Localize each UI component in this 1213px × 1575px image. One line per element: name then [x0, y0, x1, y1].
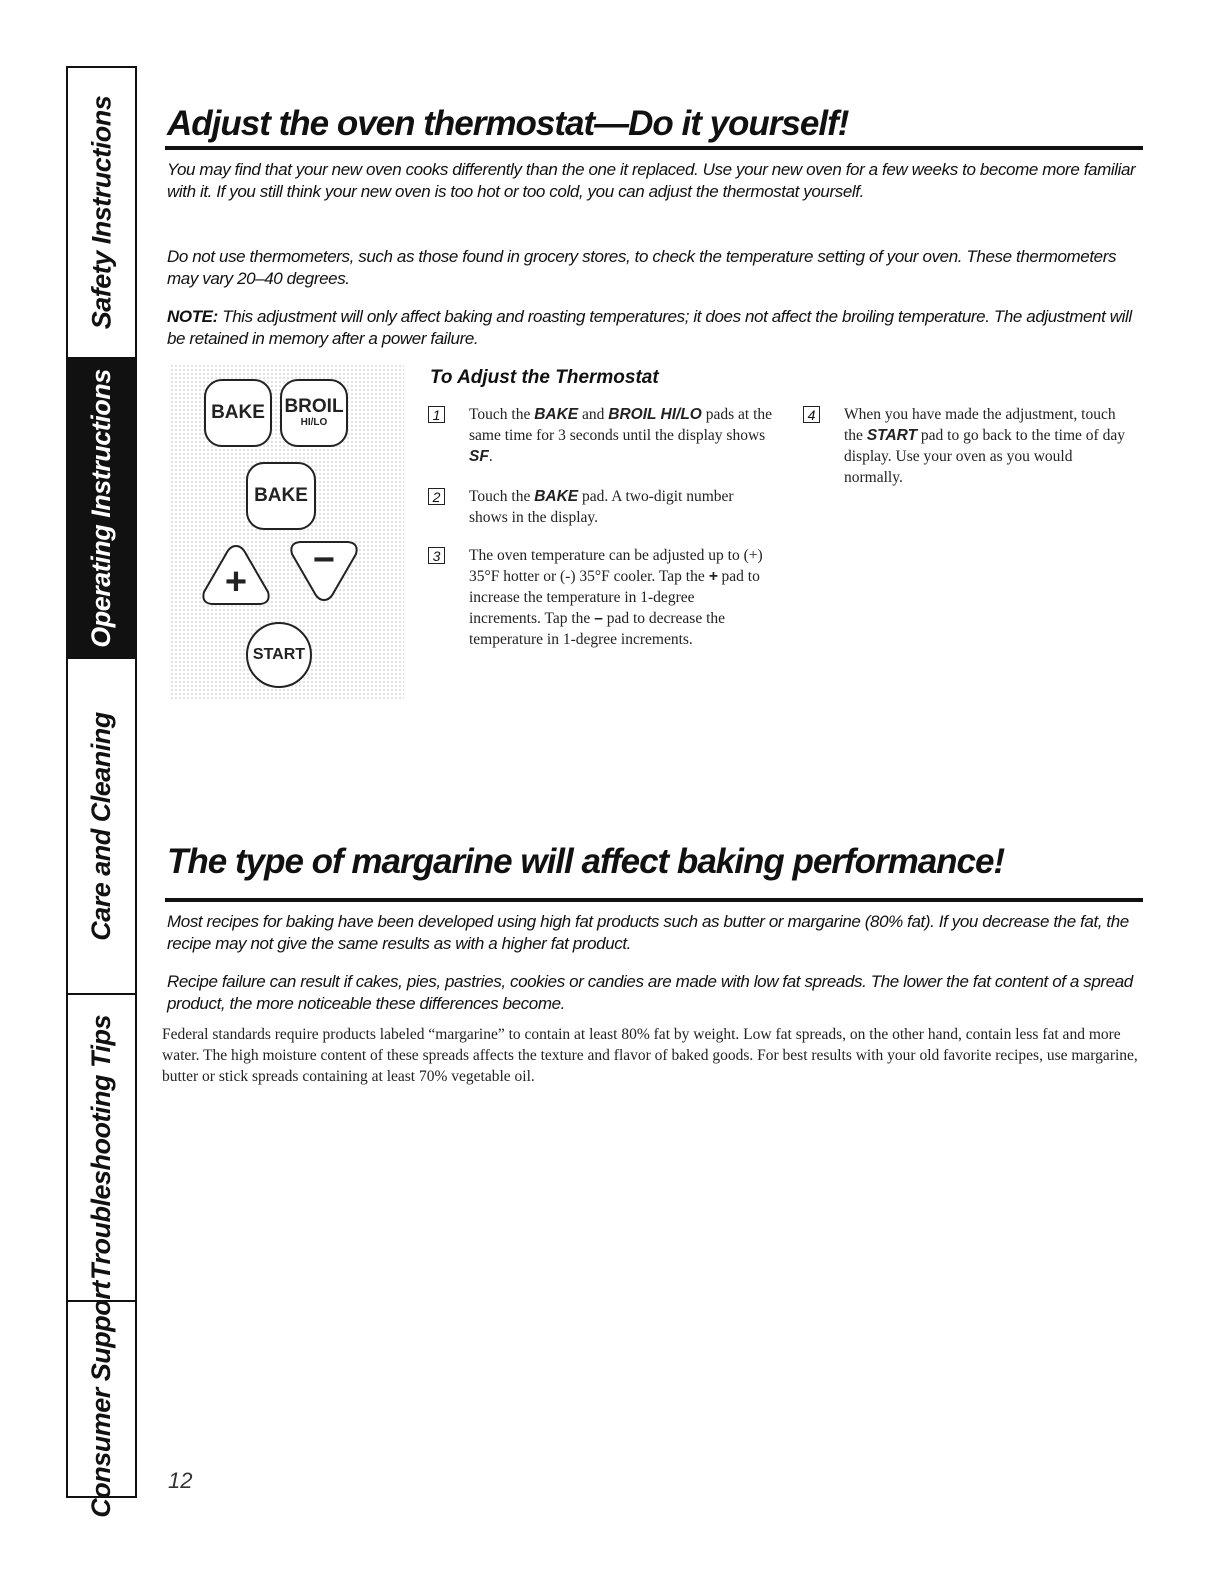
- step-1-number: 1: [428, 406, 445, 423]
- tab-label: Consumer Support: [86, 1280, 117, 1518]
- plus-triangle-icon: [198, 542, 274, 608]
- tab-label: Operating Instructions: [86, 368, 116, 648]
- tab-label: Care and Cleaning: [86, 711, 116, 941]
- margarine-paragraph-1: Most recipes for baking have been developed using high fat products such as butter or margarine (80% fat). If you decrease the fat, the recipe may not give the same results as with a higher fat product.: [167, 912, 1129, 953]
- note-text: This adjustment will only affect baking and roasting temperatures; it does not affect the broiling temperature. The adjustment will be retained in memory after a power failure.: [167, 307, 1132, 348]
- start-pad-label: START: [252, 646, 306, 663]
- broil-pad-sublabel: HI/LO: [300, 417, 328, 428]
- step-3-text: The oven temperature can be adjusted up to (+) 35°F hotter or (-) 35°F cooler. Tap the + pad to increase the temperature in 1-degree increments. Tap the – pad to decrease the temperature in 1-degree increments.: [469, 547, 763, 648]
- section-tabs-sidebar: [66, 66, 137, 1518]
- minus-triangle-icon: [286, 538, 362, 604]
- intro-paragraph-2: Do not use thermometers, such as those found in grocery stores, to check the temperature setting of your oven. These thermometers may vary 20–40 degrees.: [167, 247, 1117, 288]
- step-1-text: Touch the BAKE and BROIL HI/LO pads at the same time for 3 seconds until the display shows SF.: [469, 406, 773, 465]
- steps-heading: To Adjust the Thermostat: [430, 367, 659, 388]
- intro-paragraph-1: You may find that your new oven cooks differently than the one it replaced. Use your new oven for a few weeks to become more familiar with it. If you still think your new oven is too hot or too cold, you can adjust the thermostat yourself.: [167, 160, 1136, 201]
- tab-safety-instructions[interactable]: [68, 68, 135, 357]
- page-number: 12: [168, 1468, 193, 1493]
- title-rule-2: [165, 898, 1143, 902]
- step-2-text: Touch the BAKE pad. A two-digit number shows in the display.: [469, 488, 734, 526]
- control-panel-figure: [170, 364, 404, 700]
- bake-pad: [204, 379, 272, 447]
- section-title-thermostat: Adjust the oven thermostat—Do it yourself!: [167, 104, 849, 143]
- note-label: NOTE:: [167, 307, 218, 326]
- broil-pad-label: BROIL: [284, 396, 344, 417]
- start-pad: [246, 622, 312, 688]
- plus-pad-label: +: [224, 561, 248, 603]
- title-rule: [165, 146, 1143, 150]
- bake-pad-label: BAKE: [211, 402, 265, 423]
- step-4-number: 4: [803, 406, 820, 423]
- margarine-paragraph-2: Recipe failure can result if cakes, pies, pastries, cookies or candies are made with low fat spreads. The lower the fat content of a spread product, the more noticeable these differences become.: [167, 972, 1133, 1013]
- tab-troubleshooting-tips[interactable]: [68, 993, 135, 1300]
- step-3-number: 3: [428, 547, 445, 564]
- tab-operating-instructions[interactable]: [68, 357, 135, 657]
- margarine-body-text: Federal standards require products labeled “margarine” to contain at least 80% fat by weight. Low fat spreads, on the other hand, contain less fat and more water. The high moisture content of these spreads affects the texture and flavor of baked goods. For best results with your old favorite recipes, use margarine, butter or stick spreads containing at least 70% vegetable oil.: [162, 1026, 1138, 1085]
- bake-pad-2-label: BAKE: [254, 485, 308, 506]
- tab-label: Safety Instructions: [86, 95, 116, 330]
- bake-pad-2: [246, 462, 316, 530]
- tab-care-and-cleaning[interactable]: [68, 657, 135, 993]
- section-title-margarine: The type of margarine will affect baking performance!: [167, 842, 1005, 881]
- broil-hi-lo-pad: [280, 379, 348, 447]
- note-paragraph: [167, 306, 1142, 350]
- minus-pad-label: −: [312, 539, 336, 581]
- step-4-text: When you have made the adjustment, touch the START pad to go back to the time of day display. Use your oven as you would normally.: [844, 406, 1125, 486]
- tab-consumer-support[interactable]: [68, 1280, 135, 1518]
- tab-label: Troubleshooting Tips: [86, 1015, 116, 1280]
- step-2-number: 2: [428, 488, 445, 505]
